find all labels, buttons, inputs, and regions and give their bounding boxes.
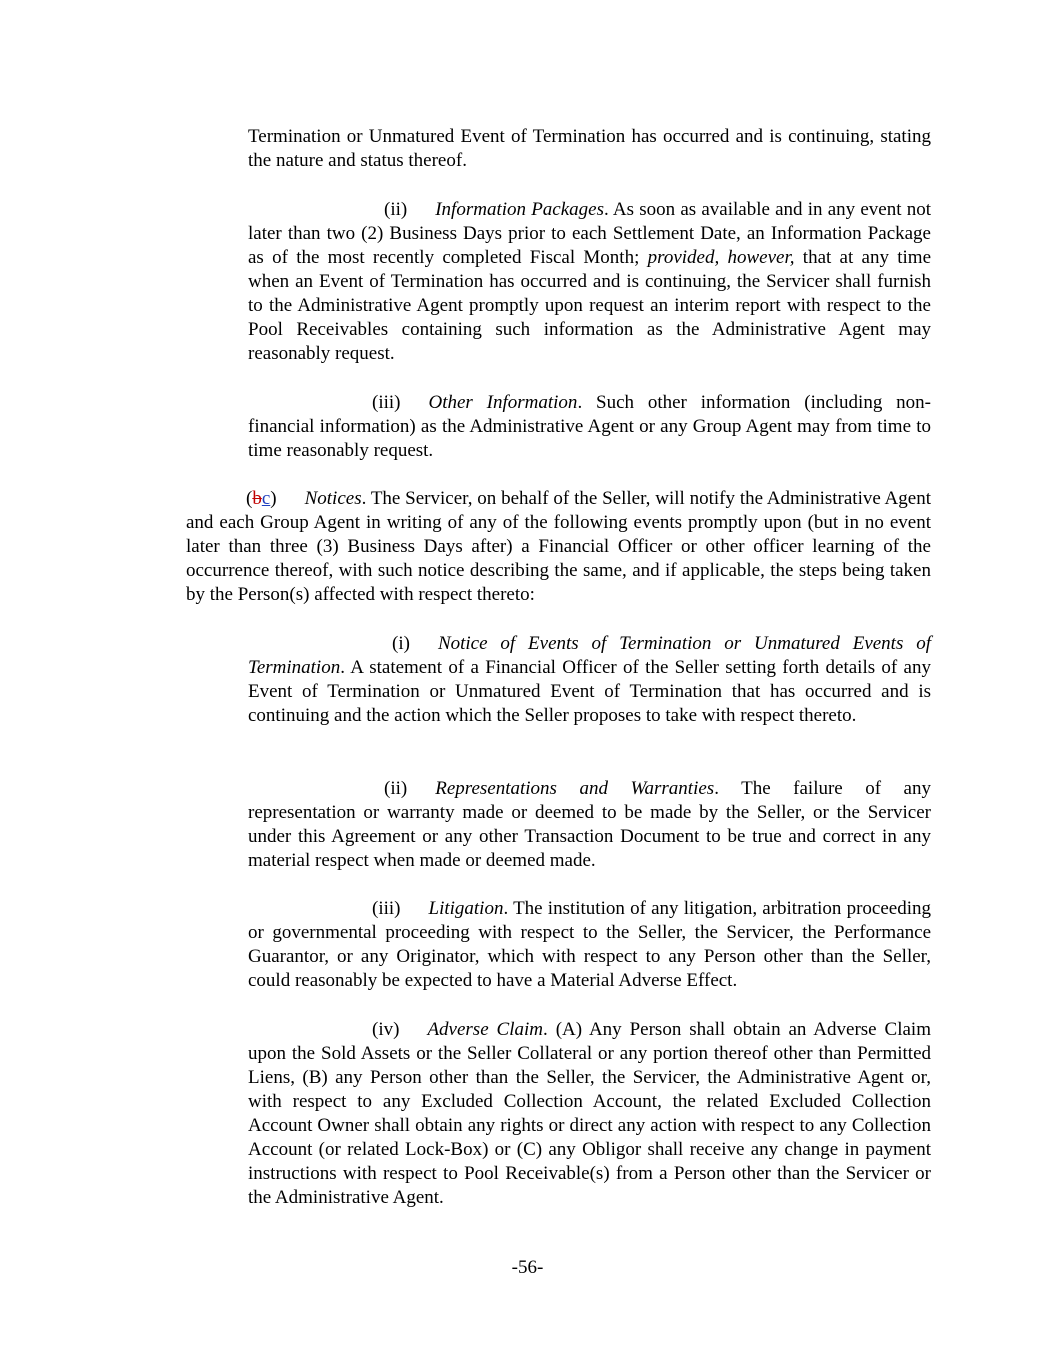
deleted-letter: b	[252, 488, 262, 509]
item-ii-information-packages: (ii) Information Packages. As soon as available and in any event not later than two (2) Business Days prior to each Settlement Date, an Information Package as of the most recently completed Fiscal Month; provided, however, that at any time when an Event of Termination has occurred and is continuing, the Servicer shall furnish to the Administrative Agent promptly upon request an interim report with respect to the Pool Receivables containing such information as the Administrative Agent may reasonably request.	[248, 199, 931, 364]
section-c-notices: (bc) Notices. The Servicer, on behalf of the Seller, will notify the Administrative Agent and each Group Agent in writing of any of the following events promptly upon (but in no event later than three (3) Business Days after) a Financial Officer or other officer learning of the occurrence thereof, with such notice describing the same, and if applicable, the steps being taken by the Person(s) affected with respect thereto:	[186, 488, 931, 605]
item-i-notice-of-events: (i) Notice of Events of Termination or Unmatured Events of Termination. A statement of a Financial Officer of the Seller setting forth details of any Event of Termination or Unmatured Event of Termination that has occurred and is continuing and the action which the Seller proposes to take with respect thereto.	[248, 633, 931, 726]
inserted-letter: c	[261, 488, 271, 509]
item-number: (iii)	[372, 392, 401, 413]
item-number: (i)	[392, 633, 410, 654]
item-iii-litigation: (iii) Litigation. The institution of any litigation, arbitration proceeding or governmental proceeding with respect to the Seller, the Servicer, the Performance Guarantor, or any Originator, which with respect to any Person other than the Seller, could reasonably be expected to have a Material Adverse Effect.	[248, 898, 931, 991]
item-iv-adverse-claim: (iv) Adverse Claim. (A) Any Person shall obtain an Adverse Claim upon the Sold Assets or the Seller Collateral or any portion thereof other than Permitted Liens, (B) any Person other than the Seller, the Servicer, the Administrative Agent or, with respect to any Excluded Collection Account, the related Excluded Collection Account Owner shall obtain any rights or direct any action with respect to any Collection Account (or related Lock-Box) or (C) any Obligor shall receive any change in payment instructions with respect to Pool Receivable(s) from a Person other than the Servicer or the Administrative Agent.	[248, 1019, 931, 1208]
item-ii-representations: (ii) Representations and Warranties. The failure of any representation or warranty made or deemed to be made by the Seller, or the Servicer under this Agreement or any other Transaction Document to be true and correct in any material respect when made or deemed made.	[248, 778, 931, 871]
item-heading: Notice of Events of Termination or Unmatured Events of Termination	[248, 633, 931, 678]
item-heading: Other Information	[428, 392, 578, 413]
item-heading: Information Packages	[435, 199, 604, 220]
continuation-paragraph: Termination or Unmatured Event of Termination has occurred and is continuing, stating the nature and status thereof.	[248, 126, 931, 171]
item-number: (ii)	[384, 778, 408, 799]
section-heading: Notices	[304, 488, 362, 509]
section-label: (bc)	[246, 488, 277, 509]
item-heading: Adverse Claim	[427, 1019, 544, 1040]
page-number: -56-	[511, 1257, 544, 1278]
item-number: (ii)	[384, 199, 408, 220]
item-iii-other-information: (iii) Other Information. Such other information (including non-financial information) as the Administrative Agent or any Group Agent may from time to time reasonably request.	[248, 392, 931, 461]
item-number: (iv)	[372, 1019, 400, 1040]
item-number: (iii)	[372, 898, 401, 919]
item-heading: Litigation	[428, 898, 504, 919]
item-heading: Representations and Warranties	[435, 778, 715, 799]
